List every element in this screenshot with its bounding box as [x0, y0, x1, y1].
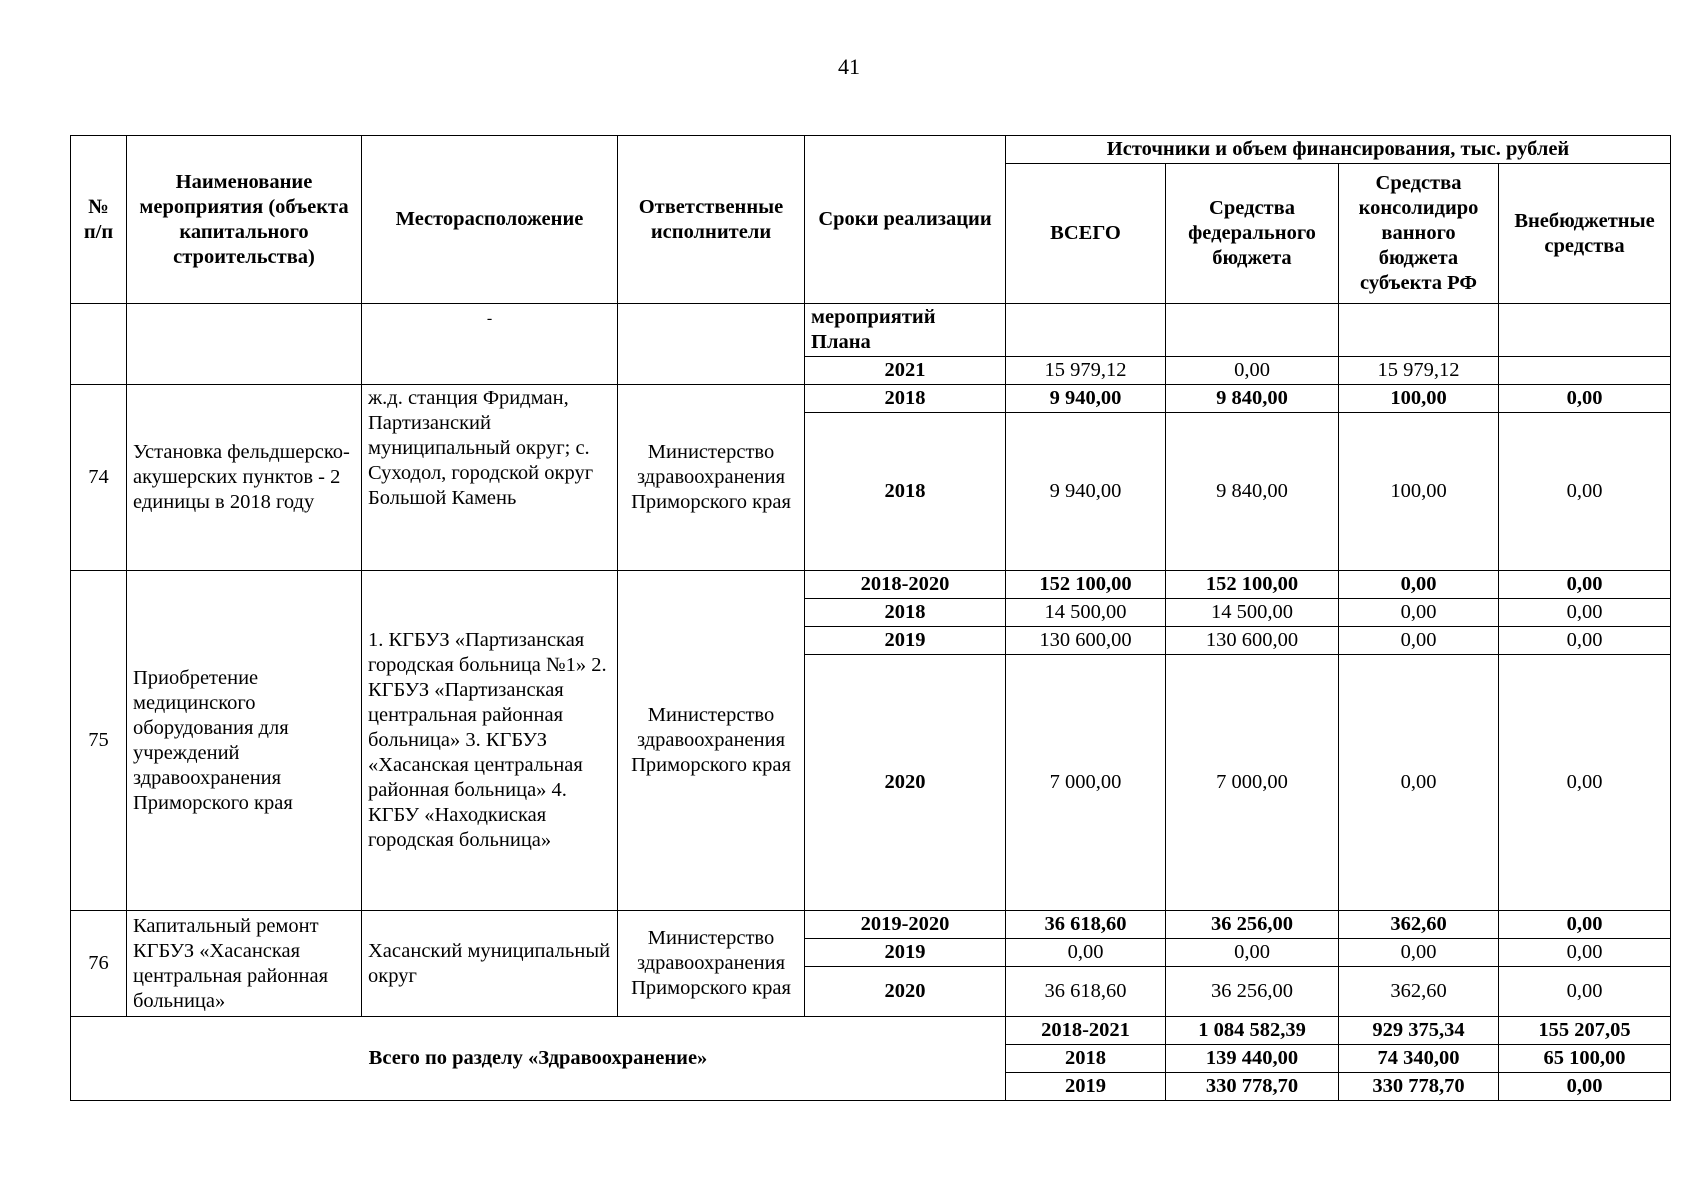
header-location: Месторасположение	[362, 136, 618, 304]
item76-row: 2020 36 618,60 36 256,00 362,60 0,00	[71, 967, 1671, 1017]
item75-responsible: Министерство здравоохранения Приморского края	[618, 571, 805, 911]
item74-num: 74	[71, 385, 127, 571]
carry-responsible	[618, 304, 805, 385]
summary-row: 2019 330 778,70 330 778,70 0,00	[71, 1073, 1671, 1101]
item75-num: 75	[71, 571, 127, 911]
carry-row: 2021 15 979,12 0,00 15 979,12	[71, 357, 1671, 385]
item75-row: 2019 130 600,00 130 600,00 0,00 0,00	[71, 627, 1671, 655]
header-sources: Источники и объем финансирования, тыс. рублей	[1006, 136, 1671, 164]
page-number: 41	[838, 54, 860, 79]
carry-name	[127, 304, 362, 385]
header-consolidated: Средства консолидиро ванного бюджета субъекта РФ	[1339, 164, 1499, 304]
item76-location: Хасанский муниципальный округ	[362, 911, 618, 1017]
item76-row: 2019 0,00 0,00 0,00 0,00	[71, 939, 1671, 967]
header-extrabudget: Внебюджетные средства	[1499, 164, 1671, 304]
summary-row: 2018 139 440,00 74 340,00 65 100,00	[71, 1045, 1671, 1073]
item75-row: 2020 7 000,00 7 000,00 0,00 0,00	[71, 655, 1671, 911]
item76-row: 76 Капитальный ремонт КГБУЗ «Хасанская центральная районная больница» Хасанский муниципальный округ Министерство здравоохранения Приморского края 2019-2020 36 618,60 36 256,00 362,60 0,00	[71, 911, 1671, 939]
carry-row-text	[71, 304, 1671, 357]
item74-location: ж.д. станция Фридман, Партизанский муниципальный округ; с. Суходол, городской округ Большой Камень	[362, 385, 618, 571]
item75-row: 75 Приобретение медицинского оборудования для учреждений здравоохранения Приморского края 1. КГБУЗ «Партизанская городская больница №1» 2. КГБУЗ «Партизанская центральная районная больница» 3. КГБУЗ «Хасанская центральная районная больница» 4. КГБУ «Находкиская городская больница» Министерство здравоохранения Приморского края 2018-2020 152 100,00 152 100,00 0,00 0,00	[71, 571, 1671, 599]
summary-label: Всего по разделу «Здравоохранение»	[71, 1017, 1006, 1101]
item76-num: 76	[71, 911, 127, 1017]
summary-row: Всего по разделу «Здравоохранение» 2018-2021 1 084 582,39 929 375,34 155 207,05	[71, 1017, 1671, 1045]
carry-location-mark: -	[486, 310, 493, 327]
item74-name: Установка фельдшерско-акушерских пунктов - 2 единицы в 2018 году	[127, 385, 362, 571]
item76-name: Капитальный ремонт КГБУЗ «Хасанская центральная районная больница»	[127, 911, 362, 1017]
header-total: ВСЕГО	[1006, 164, 1166, 304]
header-num: № п/п	[71, 136, 127, 304]
item74-row: 74 Установка фельдшерско-акушерских пунктов - 2 единицы в 2018 году ж.д. станция Фридман, Партизанский муниципальный округ; с. Суходол, городской округ Большой Камень Министерство здравоохранения Приморского края 2018 9 940,00 9 840,00 100,00 0,00	[71, 385, 1671, 413]
item75-row: 2018 14 500,00 14 500,00 0,00 0,00	[71, 599, 1671, 627]
header-name: Наименование мероприятия (объекта капитального строительства)	[127, 136, 362, 304]
carry-location	[362, 304, 618, 385]
header-federal: Средства федерального бюджета	[1166, 164, 1339, 304]
item74-row: 2018 9 940,00 9 840,00 100,00 0,00	[71, 413, 1671, 571]
item76-responsible: Министерство здравоохранения Приморского края	[618, 911, 805, 1017]
header-responsible: Ответственные исполнители	[618, 136, 805, 304]
item74-responsible: Министерство здравоохранения Приморского края	[618, 385, 805, 571]
carry-num	[71, 304, 127, 385]
item75-location: 1. КГБУЗ «Партизанская городская больница №1» 2. КГБУЗ «Партизанская центральная районная больница» 3. КГБУЗ «Хасанская центральная районная больница» 4. КГБУ «Находкиская городская больница»	[362, 571, 618, 911]
header-terms: Сроки реализации	[805, 136, 1006, 304]
carry-term-text: мероприятий Плана	[805, 304, 1006, 357]
item75-name: Приобретение медицинского оборудования для учреждений здравоохранения Приморского края	[127, 571, 362, 911]
header-row-1	[71, 136, 1671, 164]
financing-table	[70, 135, 1671, 1101]
